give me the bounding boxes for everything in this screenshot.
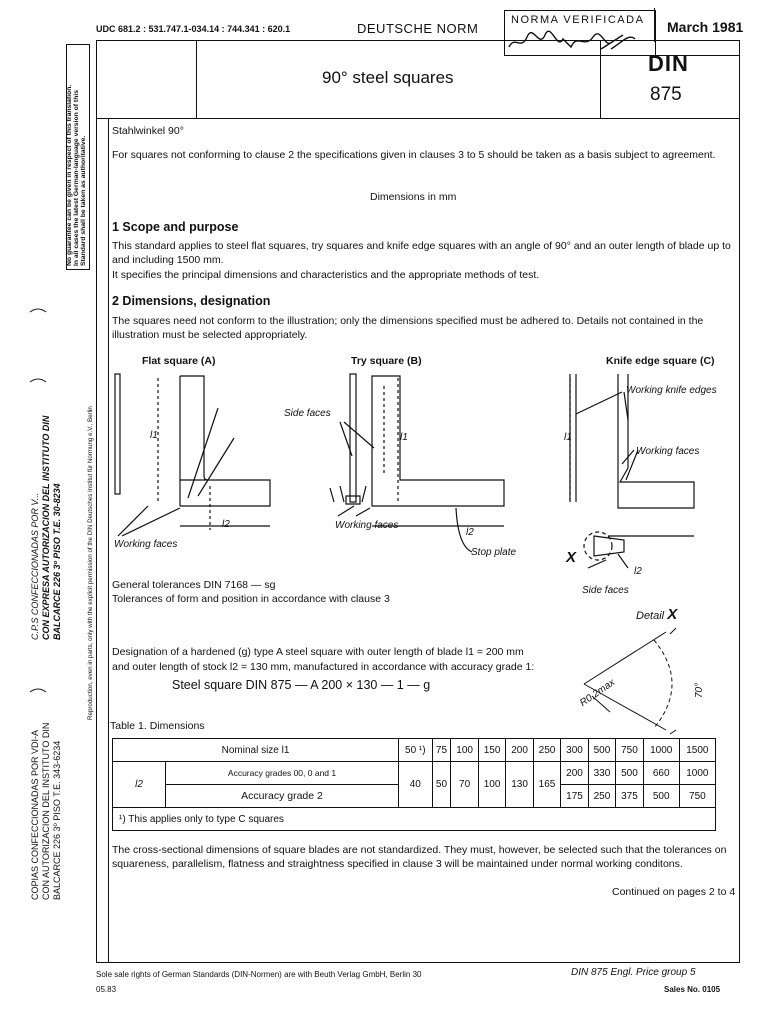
- guarantee-note: No guarantee can be given in respect of this translation. In all cases the latest German-language version of this Standard shall be taken as authoritative.: [66, 84, 87, 266]
- sale-rights: Sole sale rights of German Standards (DIN-Normen) are with Beuth Verlag GmbH, Berlin 30: [96, 970, 422, 979]
- l2-row-header: l2: [113, 762, 166, 808]
- nominal-cell: 100: [451, 739, 478, 762]
- nominal-cell: 250: [533, 739, 560, 762]
- nominal-cell: 300: [561, 739, 588, 762]
- shared-cell: 40: [399, 762, 433, 808]
- punch-marks: [26, 300, 50, 700]
- working-faces-b-label: Working faces: [335, 520, 399, 531]
- section-1-paragraph-2: It specifies the principal dimensions and characteristics and the appropriate methods of test.: [112, 269, 540, 281]
- working-knife-edges-label: Working knife edges: [626, 385, 717, 396]
- designation-text: Designation of a hardened (g) type A steel square with outer length of blade l1 = 200 mm and outer length of stock l2 = 130 mm, manufactured in accordance with accuracy grade 1:: [112, 646, 535, 673]
- document-title: 90° steel squares: [322, 68, 454, 87]
- angle-label: 70°: [694, 682, 705, 698]
- grade2-cell: 375: [616, 785, 643, 808]
- grade2-cell: 175: [561, 785, 588, 808]
- din-logo: DIN: [648, 51, 689, 76]
- closing-paragraph: The cross-sectional dimensions of square blades are not standardized. They must, however, be selected such that the tolerances on squareness, parallelism, flatness and straightness specified in clause 3 will be maintained under normal working conditons.: [112, 844, 727, 870]
- radius-label: R0,2max: [578, 677, 618, 710]
- issue-date: March 1981: [667, 19, 744, 35]
- l2-label-a: l2: [222, 519, 230, 530]
- grade0-cell: 1000: [679, 762, 715, 785]
- side-faces-label: Side faces: [284, 408, 331, 419]
- nominal-cell: 500: [588, 739, 615, 762]
- shared-cell: 70: [451, 762, 478, 808]
- import-stamp-a: C.P.S CONFECCIONADAS POR V... CON EXPRESA AUTORIZACION DEL INSTITUTO DIN BALCARCE 226 3º PISO T.E. 30-8234: [30, 415, 62, 640]
- nominal-cell: 1000: [643, 739, 679, 762]
- import-stamp-b: COPIAS CONFECCIONADAS POR VDI-A CON AUTORIZACION DEL INSTITUTO DIN BALCARCE 226 3º PISO T.E. 343-6234: [30, 722, 62, 900]
- grade0-cell: 500: [616, 762, 643, 785]
- shared-cell: 165: [533, 762, 560, 808]
- grade2-cell: 750: [679, 785, 715, 808]
- grade0-cell: 660: [643, 762, 679, 785]
- stamp-text: NORMA VERIFICADA: [511, 14, 645, 26]
- designation-example: Steel square DIN 875 — A 200 × 130 — 1 — g: [172, 678, 431, 692]
- document-reference: DIN 875 Engl. Price group 5: [571, 967, 696, 978]
- german-title: Stahlwinkel 90°: [112, 125, 184, 137]
- grade2-cell: 500: [643, 785, 679, 808]
- section-2-title: 2 Dimensions, designation: [112, 294, 271, 308]
- deutsche-norm-label: DEUTSCHE NORM: [357, 21, 479, 36]
- l2-label-b: l2: [466, 527, 474, 538]
- continued-note: Continued on pages 2 to 4: [612, 886, 736, 898]
- stop-plate-label: Stop plate: [471, 547, 517, 558]
- l2-label-c: l2: [634, 566, 642, 577]
- l1-label-b: l1: [400, 432, 408, 443]
- try-square-label: Try square (B): [351, 355, 422, 367]
- form-tolerances: Tolerances of form and position in accordance with clause 3: [112, 593, 390, 605]
- detail-x-marker: X: [566, 549, 577, 566]
- grade0-cell: 200: [561, 762, 588, 785]
- general-tolerances: General tolerances DIN 7168 — sg: [112, 579, 276, 591]
- shared-cell: 130: [506, 762, 533, 808]
- grade2-cell: 250: [588, 785, 615, 808]
- section-1-title: 1 Scope and purpose: [112, 220, 239, 234]
- dimensions-note: Dimensions in mm: [370, 191, 457, 203]
- udc-code: UDC 681.2 : 531.747.1-034.14 : 744.341 : 620.1: [96, 24, 291, 34]
- working-faces-c-label: Working faces: [636, 446, 700, 457]
- knife-square-label: Knife edge square (C): [606, 355, 715, 367]
- dimensions-table: [112, 738, 716, 831]
- nominal-cell: 150: [478, 739, 505, 762]
- working-faces-a-label: Working faces: [114, 539, 178, 550]
- nominal-cell: 75: [432, 739, 451, 762]
- l1-label-a: l1: [150, 430, 158, 441]
- l1-label-c: l1: [564, 432, 572, 443]
- grade-2-label: Accuracy grade 2: [166, 785, 399, 808]
- section-2-paragraph: The squares need not conform to the illustration; only the dimensions specified must be adhered to. Details not contained in the illustration must be selected appropriately.: [112, 315, 704, 341]
- flat-square-label: Flat square (A): [142, 355, 216, 367]
- detail-x-label: Detail X: [636, 606, 678, 623]
- nominal-size-header: Nominal size l1: [113, 739, 399, 762]
- section-1-paragraph-1: This standard applies to steel flat squares, try squares and knife edge squares with an angle of 90° and an outer length of blade up to and including 1500 mm.: [112, 240, 731, 266]
- din-number: 875: [650, 84, 682, 105]
- detail-x-drawing: [574, 626, 734, 736]
- nominal-cell: 200: [506, 739, 533, 762]
- nominal-cell: 1500: [679, 739, 715, 762]
- shared-cell: 50: [432, 762, 451, 808]
- nominal-cell: 50 ¹): [399, 739, 433, 762]
- shared-cell: 100: [478, 762, 505, 808]
- sales-number: Sales No. 0105: [664, 985, 721, 994]
- reproduction-note: Reproduction, even in parts, only with the explicit permission of the DIN Deutsches Institut für Normung e.V., Berlin: [87, 406, 94, 720]
- grade-0-label: Accuracy grades 00, 0 and 1: [166, 762, 399, 785]
- print-code: 05.83: [96, 985, 117, 994]
- table-footnote: ¹) This applies only to type C squares: [113, 808, 716, 831]
- nominal-cell: 750: [616, 739, 643, 762]
- intro-paragraph: For squares not conforming to clause 2 the specifications given in clauses 3 to 5 should be taken as a basis subject to agreement.: [112, 149, 716, 161]
- side-faces-c-label: Side faces: [582, 585, 629, 596]
- grade0-cell: 330: [588, 762, 615, 785]
- table-caption: Table 1. Dimensions: [110, 720, 205, 732]
